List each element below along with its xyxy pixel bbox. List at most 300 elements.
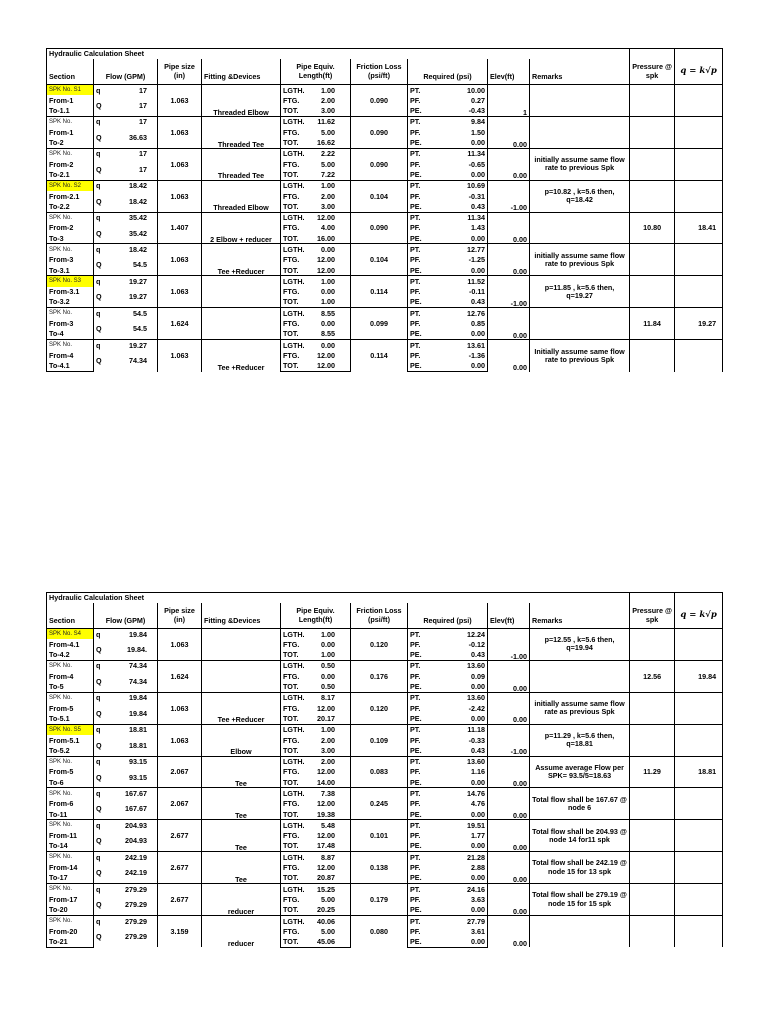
pe-value: 0.00 <box>471 873 485 883</box>
tot-label: TOT. <box>283 329 299 339</box>
friction-loss: 0.099 <box>351 308 408 340</box>
length-tot <box>281 745 351 756</box>
pipe-size: 2.677 <box>158 852 202 884</box>
pf-label: PF. <box>410 926 421 936</box>
q-label: q <box>96 693 101 703</box>
q-label: q <box>96 181 101 191</box>
elevation: 1 <box>488 85 530 117</box>
flow-at-spk <box>675 724 723 756</box>
pf-value: -0.11 <box>469 287 485 297</box>
length-lgth <box>281 340 351 351</box>
flow-value: 167.67 <box>125 789 147 798</box>
pipe-size: 1.063 <box>158 148 202 180</box>
spk-label: SPK No. S3 <box>47 276 94 287</box>
pressure-pe <box>408 201 488 212</box>
length-lgth <box>281 629 351 640</box>
friction-loss: 0.101 <box>351 820 408 852</box>
q-label: q <box>96 852 101 862</box>
ftg-label: FTG. <box>283 767 300 777</box>
flow-value: 19.27 <box>129 276 147 286</box>
q-label: q <box>96 661 101 671</box>
Q-label: Q <box>96 740 102 750</box>
lgth-value: 1.00 <box>321 181 335 191</box>
friction-loss: 0.109 <box>351 724 408 756</box>
pt-label: PT. <box>410 789 421 798</box>
sheet-title: Hydraulic Calculation Sheet <box>47 49 630 60</box>
pe-label: PE. <box>410 329 422 339</box>
ftg-value: 2.00 <box>321 95 335 105</box>
pressure-at-spk <box>630 852 675 884</box>
table-row <box>47 276 723 287</box>
pf-label: PF. <box>410 95 421 105</box>
from-node: From-4 <box>47 350 94 360</box>
flow-Q-cell <box>94 735 158 756</box>
pressure-pe <box>408 650 488 661</box>
tot-value: 20.17 <box>317 713 335 723</box>
lgth-value: 1.00 <box>321 725 335 735</box>
pressure-pt <box>408 884 488 895</box>
length-tot <box>281 265 351 276</box>
lgth-label: LGTH. <box>283 916 305 926</box>
from-node: From-17 <box>47 894 94 904</box>
length-ftg <box>281 703 351 713</box>
pt-label: PT. <box>410 308 421 318</box>
fitting-devices <box>202 276 281 308</box>
q-label: q <box>96 820 101 830</box>
pf-value: 3.63 <box>471 894 485 904</box>
tot-value: 19.38 <box>317 809 335 819</box>
pressure-pt <box>408 692 488 703</box>
header-section: Section <box>47 70 94 85</box>
length-lgth <box>281 660 351 671</box>
friction-loss: 0.104 <box>351 244 408 276</box>
fitting-devices: reducer <box>202 884 281 916</box>
ftg-label: FTG. <box>283 287 300 297</box>
pipe-size: 1.624 <box>158 308 202 340</box>
length-ftg <box>281 223 351 233</box>
length-lgth <box>281 212 351 223</box>
header-equiv-length: Pipe Equiv. Length(ft) <box>281 603 351 629</box>
header-remarks: Remarks <box>530 70 630 85</box>
flow-total-value: 19.84 <box>129 708 147 718</box>
pressure-at-spk <box>630 692 675 724</box>
pressure-pf <box>408 799 488 809</box>
pipe-size: 1.063 <box>158 85 202 117</box>
lgth-value: 0.00 <box>321 340 335 350</box>
tot-label: TOT. <box>283 905 299 915</box>
lgth-label: LGTH. <box>283 661 305 671</box>
pe-value: 0.00 <box>471 265 485 275</box>
spk-label: SPK No. <box>47 308 94 319</box>
pipe-size: 1.063 <box>158 180 202 212</box>
remarks: Assume average Flow per SPK= 93.5/5=18.63 <box>530 756 630 788</box>
fitting-devices <box>202 660 281 692</box>
spk-label: SPK No. <box>47 244 94 255</box>
pressure-pt <box>408 180 488 191</box>
pe-label: PE. <box>410 713 422 723</box>
flow-total-value: 93.15 <box>129 772 147 782</box>
flow-q-cell <box>94 180 158 191</box>
from-node: From-6 <box>47 799 94 809</box>
header-remarks: Remarks <box>530 614 630 629</box>
length-lgth <box>281 85 351 96</box>
pe-label: PE. <box>410 233 422 243</box>
pe-value: 0.00 <box>471 233 485 243</box>
table-row <box>47 85 723 96</box>
spk-label: SPK No. S4 <box>47 629 94 640</box>
length-tot <box>281 841 351 852</box>
flow-at-spk <box>675 148 723 180</box>
lgth-label: LGTH. <box>283 117 305 127</box>
flow-q-cell <box>94 340 158 351</box>
flow-total-value: 204.93 <box>125 836 147 846</box>
flow-total-value: 18.81 <box>129 740 147 750</box>
lgth-label: LGTH. <box>283 85 305 95</box>
flow-at-spk <box>675 629 723 661</box>
pressure-pf <box>408 223 488 233</box>
pf-label: PF. <box>410 159 421 169</box>
table-row <box>47 788 723 799</box>
ftg-label: FTG. <box>283 350 300 360</box>
pressure-pe <box>408 137 488 148</box>
length-lgth <box>281 756 351 767</box>
pressure-at-spk: 10.80 <box>630 212 675 244</box>
table-row <box>47 340 723 351</box>
tot-value: 20.87 <box>317 873 335 883</box>
length-lgth <box>281 884 351 895</box>
header-elev: Elev(ft) <box>488 70 530 85</box>
flow-q-cell <box>94 244 158 255</box>
pf-label: PF. <box>410 703 421 713</box>
pressure-pe <box>408 681 488 692</box>
length-tot <box>281 937 351 948</box>
pressure-pe <box>408 841 488 852</box>
tot-value: 8.55 <box>321 329 335 339</box>
pressure-pe <box>408 329 488 340</box>
remarks <box>530 660 630 692</box>
pt-value: 13.60 <box>467 757 485 767</box>
ftg-label: FTG. <box>283 863 300 873</box>
pressure-pf <box>408 894 488 904</box>
q-label: q <box>96 916 101 926</box>
lgth-value: 12.00 <box>317 213 335 223</box>
q-label: q <box>96 725 101 735</box>
ftg-value: 12.00 <box>317 863 335 873</box>
lgth-value: 8.87 <box>321 852 335 862</box>
length-lgth <box>281 116 351 127</box>
pt-label: PT. <box>410 117 421 127</box>
pipe-size: 1.063 <box>158 724 202 756</box>
length-ftg <box>281 735 351 745</box>
friction-loss: 0.114 <box>351 340 408 372</box>
pe-label: PE. <box>410 361 422 371</box>
header-required-top <box>408 603 488 614</box>
ftg-value: 0.00 <box>321 287 335 297</box>
q-label: q <box>96 117 101 127</box>
pressure-pe <box>408 777 488 788</box>
header-section: Section <box>47 614 94 629</box>
Q-label: Q <box>96 132 102 142</box>
ftg-value: 12.00 <box>317 350 335 360</box>
q-label: q <box>96 340 101 350</box>
pressure-pe <box>408 809 488 820</box>
to-node: To-6 <box>47 777 94 788</box>
tot-value: 3.00 <box>321 745 335 755</box>
table-row <box>47 756 723 767</box>
pressure-pt <box>408 660 488 671</box>
pe-label: PE. <box>410 106 422 116</box>
ftg-label: FTG. <box>283 319 300 329</box>
title-blank <box>630 49 675 60</box>
pe-value: 0.00 <box>471 841 485 851</box>
spk-label: SPK No. <box>47 116 94 127</box>
fitting-devices: Threaded Tee <box>202 148 281 180</box>
table-row <box>47 116 723 127</box>
lgth-label: LGTH. <box>283 693 305 703</box>
flow-q-cell <box>94 756 158 767</box>
pressure-at-spk <box>630 884 675 916</box>
remarks <box>530 212 630 244</box>
flow-Q-cell <box>94 831 158 852</box>
fitting-devices: Tee +Reducer <box>202 244 281 276</box>
pressure-pt <box>408 212 488 223</box>
lgth-label: LGTH. <box>283 213 305 223</box>
tot-value: 45.06 <box>317 937 335 947</box>
length-ftg <box>281 831 351 841</box>
flow-Q-cell <box>94 191 158 212</box>
fitting-devices: Elbow <box>202 724 281 756</box>
pf-label: PF. <box>410 863 421 873</box>
pf-value: 3.61 <box>471 926 485 936</box>
pe-label: PE. <box>410 809 422 819</box>
flow-value: 17 <box>139 149 147 159</box>
friction-loss: 0.090 <box>351 148 408 180</box>
tot-value: 1.00 <box>321 650 335 660</box>
pe-value: 0.00 <box>471 937 485 947</box>
q-label: q <box>96 213 101 223</box>
lgth-label: LGTH. <box>283 757 305 767</box>
from-node: From-2 <box>47 159 94 169</box>
flow-total-value: 54.5 <box>133 324 147 334</box>
tot-label: TOT. <box>283 138 299 148</box>
pt-label: PT. <box>410 149 421 159</box>
pf-label: PF. <box>410 191 421 201</box>
from-node: From-1 <box>47 127 94 137</box>
pt-label: PT. <box>410 916 421 926</box>
to-node: To-5 <box>47 681 94 692</box>
calculation-sheet-2 <box>46 592 722 948</box>
flow-Q-cell <box>94 287 158 308</box>
pe-label: PE. <box>410 873 422 883</box>
length-ftg <box>281 255 351 265</box>
remarks: p=12.55 , k=5.6 then, q=19.94 <box>530 629 630 661</box>
q-label: q <box>96 629 101 639</box>
pe-label: PE. <box>410 905 422 915</box>
length-ftg <box>281 95 351 105</box>
ftg-label: FTG. <box>283 223 300 233</box>
flow-total-value: 167.67 <box>125 804 147 814</box>
header-friction-loss: Friction Loss (psi/ft) <box>351 59 408 85</box>
pt-value: 9.84 <box>471 117 485 127</box>
lgth-value: 2.00 <box>321 757 335 767</box>
tot-value: 17.48 <box>317 841 335 851</box>
pressure-pe <box>408 361 488 372</box>
fitting-devices: Threaded Tee <box>202 116 281 148</box>
to-node: To-1.1 <box>47 106 94 117</box>
fitting-devices <box>202 629 281 661</box>
pressure-pe <box>408 713 488 724</box>
pt-value: 12.24 <box>467 629 485 639</box>
table-row <box>47 724 723 735</box>
lgth-value: 15.25 <box>317 884 335 894</box>
tot-value: 3.00 <box>321 106 335 116</box>
pressure-pf <box>408 159 488 169</box>
table-row <box>47 692 723 703</box>
pt-label: PT. <box>410 85 421 95</box>
flow-at-spk: 18.81 <box>675 756 723 788</box>
flow-value: 54.5 <box>133 308 147 318</box>
Q-label: Q <box>96 900 102 910</box>
header-flow-top <box>94 59 158 70</box>
pe-value: 0.00 <box>471 361 485 371</box>
ftg-value: 5.00 <box>321 127 335 137</box>
from-node: From-11 <box>47 831 94 841</box>
pt-label: PT. <box>410 629 421 639</box>
pressure-pe <box>408 233 488 244</box>
table-row <box>47 180 723 191</box>
to-node: To-17 <box>47 873 94 884</box>
header-elev-top <box>488 59 530 70</box>
pressure-at-spk <box>630 116 675 148</box>
pressure-pt <box>408 308 488 319</box>
length-tot <box>281 777 351 788</box>
from-node: From-4.1 <box>47 639 94 649</box>
friction-loss: 0.120 <box>351 629 408 661</box>
flow-Q-cell <box>94 159 158 180</box>
length-ftg <box>281 287 351 297</box>
pe-value: 0.43 <box>471 201 485 211</box>
lgth-value: 11.62 <box>317 117 335 127</box>
pipe-size: 2.677 <box>158 884 202 916</box>
pf-value: 0.27 <box>471 95 485 105</box>
header-pressure: Pressure @ spk <box>630 603 675 629</box>
length-lgth <box>281 916 351 927</box>
pressure-pe <box>408 937 488 948</box>
ftg-value: 5.00 <box>321 894 335 904</box>
fitting-devices: Tee +Reducer <box>202 340 281 372</box>
to-node: To-5.1 <box>47 713 94 724</box>
tot-label: TOT. <box>283 201 299 211</box>
pf-label: PF. <box>410 894 421 904</box>
tot-value: 12.00 <box>317 361 335 371</box>
fitting-devices: reducer <box>202 916 281 948</box>
length-tot <box>281 361 351 372</box>
remarks: p=11.29 , k=5.6 then, q=18.81 <box>530 724 630 756</box>
from-node: From-3 <box>47 255 94 265</box>
header-section-top <box>47 59 94 70</box>
fitting-devices: Threaded Elbow <box>202 180 281 212</box>
lgth-label: LGTH. <box>283 629 305 639</box>
ftg-value: 4.00 <box>321 223 335 233</box>
elevation: -1.00 <box>488 724 530 756</box>
pressure-pt <box>408 788 488 799</box>
pressure-at-spk <box>630 85 675 117</box>
spk-label: SPK No. <box>47 756 94 767</box>
length-tot <box>281 106 351 117</box>
pt-label: PT. <box>410 245 421 254</box>
header-fitting: Fitting &Devices <box>202 614 281 629</box>
to-node: To-4.2 <box>47 650 94 661</box>
pt-value: 24.16 <box>467 884 485 894</box>
ftg-value: 12.00 <box>317 255 335 265</box>
pressure-pt <box>408 629 488 640</box>
pipe-size: 1.063 <box>158 116 202 148</box>
tot-value: 14.00 <box>317 777 335 787</box>
pt-label: PT. <box>410 661 421 671</box>
tot-label: TOT. <box>283 745 299 755</box>
lgth-label: LGTH. <box>283 149 305 159</box>
header-fitting: Fitting &Devices <box>202 70 281 85</box>
pe-value: 0.00 <box>471 329 485 339</box>
flow-q-cell <box>94 148 158 159</box>
title-blank <box>630 593 675 604</box>
pt-value: 12.76 <box>467 308 485 318</box>
flow-q-cell <box>94 660 158 671</box>
lgth-label: LGTH. <box>283 276 305 286</box>
flow-Q-cell <box>94 319 158 340</box>
pe-label: PE. <box>410 777 422 787</box>
spk-label: SPK No. <box>47 852 94 863</box>
from-node: From-2 <box>47 223 94 233</box>
pressure-at-spk <box>630 340 675 372</box>
pt-value: 13.60 <box>467 661 485 671</box>
pf-label: PF. <box>410 350 421 360</box>
ftg-value: 2.00 <box>321 735 335 745</box>
pt-value: 13.61 <box>467 340 485 350</box>
flow-total-value: 242.19 <box>125 868 147 878</box>
pf-value: 0.09 <box>471 671 485 681</box>
pf-value: -1.25 <box>468 255 485 265</box>
flow-at-spk <box>675 916 723 948</box>
ftg-value: 0.00 <box>321 639 335 649</box>
pe-label: PE. <box>410 682 422 692</box>
table-row <box>47 916 723 927</box>
ftg-label: FTG. <box>283 671 300 681</box>
friction-loss: 0.138 <box>351 852 408 884</box>
pt-label: PT. <box>410 852 421 862</box>
lgth-value: 5.48 <box>321 820 335 830</box>
lgth-label: LGTH. <box>283 308 305 318</box>
length-tot <box>281 681 351 692</box>
pe-value: 0.00 <box>471 169 485 179</box>
flow-Q-cell <box>94 223 158 244</box>
pe-value: 0.00 <box>471 905 485 915</box>
to-node: To-3.1 <box>47 265 94 276</box>
to-node: To-20 <box>47 905 94 916</box>
Q-label: Q <box>96 228 102 238</box>
ftg-value: 12.00 <box>317 799 335 809</box>
pressure-pf <box>408 863 488 873</box>
flow-q-cell <box>94 852 158 863</box>
tot-label: TOT. <box>283 809 299 819</box>
header-remarks-top <box>530 603 630 614</box>
header-elev: Elev(ft) <box>488 614 530 629</box>
length-ftg <box>281 127 351 137</box>
pt-value: 12.77 <box>467 245 485 254</box>
pf-value: -1.36 <box>468 350 485 360</box>
length-tot <box>281 905 351 916</box>
q-label: q <box>96 149 101 159</box>
